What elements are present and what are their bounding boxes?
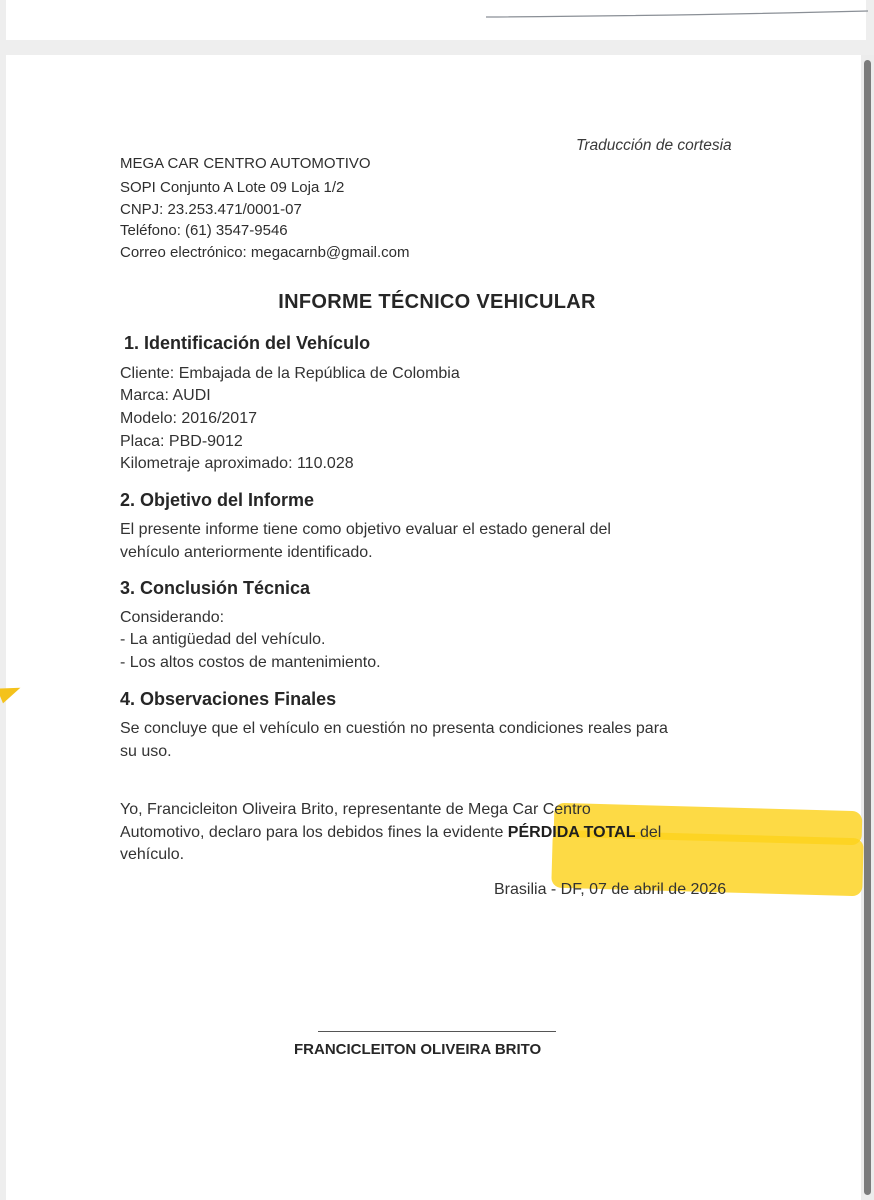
brand-field: Marca: AUDI bbox=[120, 387, 211, 404]
section-heading-identification: 1. Identificación del Vehículo bbox=[124, 333, 371, 353]
company-email: Correo electrónico: megacarnb@gmail.com bbox=[120, 244, 410, 261]
signatory-name: FRANCICLEITON OLIVEIRA BRITO bbox=[294, 1041, 542, 1058]
company-cnpj: CNPJ: 23.253.471/0001-07 bbox=[120, 201, 302, 218]
declaration-text-before: Automotivo, declaro para los debidos fines la evidente bbox=[120, 824, 508, 841]
objective-line-1: El presente informe tiene como objetivo evaluar el estado general del bbox=[120, 521, 611, 538]
declaration-line-2 bbox=[120, 822, 661, 844]
pen-stroke bbox=[484, 8, 870, 20]
section-heading-observations: 4. Observaciones Finales bbox=[120, 689, 337, 709]
conclusion-item-1: - La antigüedad del vehículo. bbox=[120, 631, 326, 648]
declaration-line-1: Yo, Francicleiton Oliveira Brito, representante de Mega Car Centro bbox=[120, 801, 591, 818]
client-field: Cliente: Embajada de la República de Colombia bbox=[120, 365, 460, 382]
observations-line-2: su uso. bbox=[120, 743, 172, 760]
total-loss-emphasis: PÉRDIDA TOTAL bbox=[507, 824, 636, 841]
report-title: INFORME TÉCNICO VEHICULAR bbox=[278, 291, 596, 313]
place-and-date: Brasilia - DF, 07 de abril de 2026 bbox=[494, 881, 727, 898]
company-name: MEGA CAR CENTRO AUTOMOTIVO bbox=[120, 155, 371, 172]
observations-line-1: Se concluye que el vehículo en cuestión no presenta condiciones reales para bbox=[120, 720, 668, 737]
courtesy-translation-note: Traducción de cortesia bbox=[576, 137, 732, 154]
declaration-text-after: del bbox=[635, 824, 662, 841]
objective-line-2: vehículo anteriormente identificado. bbox=[120, 544, 373, 561]
company-address: SOPI Conjunto A Lote 09 Loja 1/2 bbox=[120, 179, 345, 196]
declaration-line-3: vehículo. bbox=[120, 846, 185, 863]
signature-line bbox=[318, 1031, 556, 1032]
section-heading-conclusion: 3. Conclusión Técnica bbox=[120, 578, 311, 598]
company-phone: Teléfono: (61) 3547-9546 bbox=[120, 222, 288, 239]
plate-field: Placa: PBD-9012 bbox=[120, 433, 243, 450]
section-heading-objective: 2. Objetivo del Informe bbox=[120, 490, 315, 510]
mileage-field: Kilometraje aproximado: 110.028 bbox=[120, 455, 354, 472]
conclusion-item-2: - Los altos costos de mantenimiento. bbox=[120, 654, 381, 671]
conclusion-intro: Considerando: bbox=[120, 609, 225, 626]
model-field: Modelo: 2016/2017 bbox=[120, 410, 257, 427]
scrollbar-thumb[interactable] bbox=[864, 60, 871, 1195]
previous-page-bottom bbox=[6, 0, 866, 40]
